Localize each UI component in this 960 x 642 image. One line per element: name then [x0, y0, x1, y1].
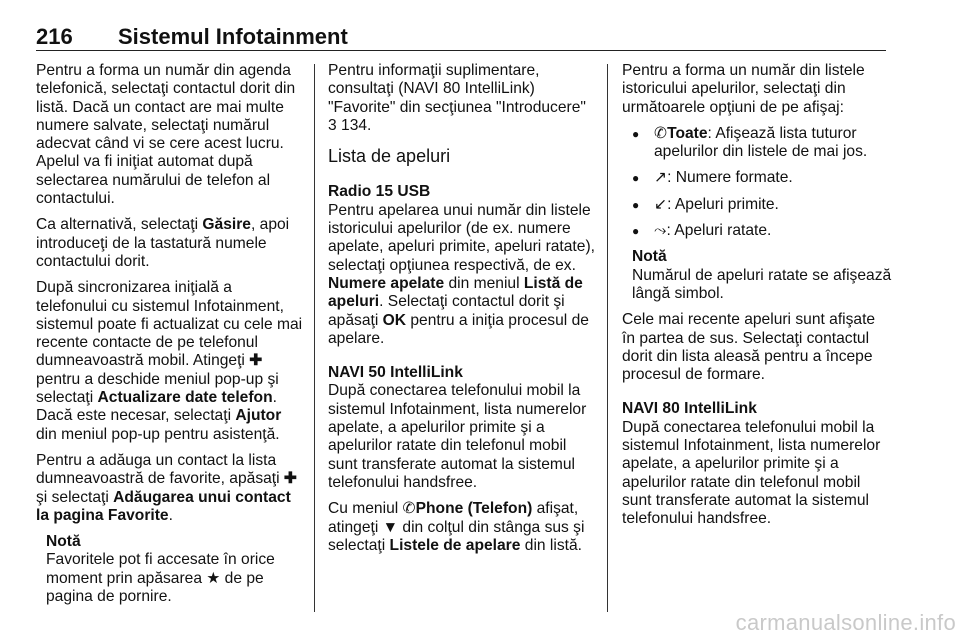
ok-label: OK: [382, 311, 407, 329]
phone-icon: ✆: [654, 124, 668, 142]
text: şi selectaţi: [36, 488, 114, 506]
text: După sincronizarea iniţială a telefonului cu sistemul Infotainment, sistemul poate fi actualizat cu cele mai recente contacte de pe telefonul dumneavoastră mobil. Atingeţi: [36, 279, 303, 370]
plus-icon: ✚: [283, 470, 297, 488]
triangle-down-icon: ▼: [382, 518, 399, 536]
radio-heading: Radio 15 USB: [328, 183, 431, 201]
text: .: [168, 506, 173, 524]
paragraph-search: [36, 216, 306, 271]
paragraph-radio: [328, 202, 598, 348]
add-favorite-label: Adăugarea unui contact la pagina Favorite: [36, 488, 291, 524]
navi50-heading: NAVI 50 IntelliLink: [328, 364, 463, 382]
call-list-heading: Lista de apeluri: [328, 146, 451, 167]
paragraph-call-history: Pentru a forma un număr din listele istoricului apelurilor, selectaţi din următoarele opţiuni de pe afişaj:: [622, 62, 865, 116]
section-title: Sistemul Infotainment: [118, 24, 348, 49]
paragraph-navi50-menu: [328, 500, 598, 555]
text: . Selectaţi contactul dorit şi apăsaţi: [328, 293, 565, 329]
all-label: Toate: [667, 124, 708, 142]
paragraph-phonebook: Pentru a forma un număr din agenda telefonică, selectaţi contactul dorit din listă. Dacă un contact are mai multe numere salvate, selectaţi numărul adecvat când vi se cere acest lucru. Apelul va fi iniţiat automat după selectarea numărului de telefon al contactului.: [36, 62, 296, 208]
list-item: [622, 169, 892, 187]
text: Cu meniul: [328, 500, 403, 518]
header-rule: [36, 50, 886, 51]
call-lists-label: Listele de apelare: [389, 536, 521, 554]
text: Pentru a adăuga un contact la lista dumneavoastră de favorite, apăsaţi: [36, 451, 284, 488]
help-label: Ajutor: [235, 407, 282, 425]
note-favorites: [46, 533, 306, 606]
missed-call-icon: ⤳: [654, 222, 667, 240]
column-1: [36, 62, 306, 614]
text: , apoi introduceţi de la tastatură numele contactului dorit.: [36, 216, 290, 270]
call-list-label: Listă de apeluri: [328, 274, 583, 311]
search-label: Găsire: [202, 216, 251, 234]
note-title: Notă: [632, 248, 667, 266]
list-item: [622, 196, 892, 214]
incoming-call-icon: ↙: [654, 195, 668, 213]
text: afişat, atingeţi: [328, 500, 579, 536]
phone-menu-label: Phone (Telefon): [415, 500, 533, 518]
page-header: [36, 24, 886, 50]
column-3: [622, 62, 892, 537]
text: : Afişează lista tuturor apelurilor din listele de mai jos.: [654, 124, 868, 161]
page-number: 216: [36, 24, 73, 49]
text: : Apeluri primite.: [667, 195, 779, 213]
paragraph-more-info: [328, 62, 598, 135]
paragraph-favorites: [36, 452, 306, 525]
text: : Numere formate.: [667, 169, 793, 187]
text: pentru a deschide meniul pop-up şi selectaţi: [36, 370, 279, 407]
text: pentru a iniţia procesul de apelare.: [328, 311, 589, 347]
text: . Dacă este necesar, selectaţi: [36, 389, 277, 425]
text: : Apeluri ratate.: [666, 222, 772, 240]
paragraph-sync: [36, 279, 306, 444]
call-type-list: [622, 125, 892, 240]
note-text: [46, 551, 306, 606]
list-item: [622, 125, 892, 162]
list-item: [622, 222, 892, 240]
column-divider-1: [314, 64, 315, 612]
text: din listă.: [520, 536, 582, 554]
paragraph-navi50-transfer: După conectarea telefonului mobil la sistemul Infotainment, lista numerelor apelate, a apelurilor primite şi a apelurilor ratate din telefonul mobil sunt transferate automat la sistemul telefonului handsfree.: [328, 382, 587, 491]
paragraph-navi80-transfer: După conectarea telefonului mobil la sistemul Infotainment, lista numerelor apelate, a apelurilor primite şi a apelurilor ratate din telefonul mobil sunt transferate automat la sistemul telefonului handsfree.: [622, 418, 881, 528]
column-divider-2: [607, 64, 608, 612]
star-icon: ★: [206, 569, 221, 587]
plus-icon: ✚: [249, 352, 263, 370]
note-text: Numărul de apeluri ratate se afişează lângă simbol.: [632, 266, 892, 302]
watermark: carmanualsonline.info: [735, 610, 956, 635]
note-missed: [632, 248, 892, 303]
note-title: Notă: [46, 533, 81, 551]
navi80-heading: NAVI 80 IntelliLink: [622, 400, 757, 418]
text: Pentru apelarea unui număr din listele istoricului apelurilor (de ex. numere apelate, apeluri primite, apeluri ratate), selectaţi opţiunea respectivă, de ex.: [328, 201, 595, 274]
outgoing-call-icon: ↗: [654, 169, 668, 187]
column-2: [328, 62, 598, 563]
update-phone-data-label: Actualizare date telefon: [97, 389, 273, 407]
text: 134.: [336, 116, 372, 134]
text: de pe pagina de pornire.: [46, 569, 264, 606]
page-ref-arrow-icon: 3: [328, 116, 337, 134]
text: Pentru informaţii suplimentare, consultaţi (NAVI 80 IntelliLink) "Favorite" din secţiunea "Introducere": [328, 62, 586, 116]
text: Ca alternativă, selectaţi: [36, 216, 203, 234]
phone-icon: ✆: [402, 500, 416, 518]
text: din meniul: [444, 274, 524, 292]
text: din meniul pop-up pentru asistenţă.: [36, 425, 280, 443]
text: Favoritele pot fi accesate în orice moment prin apăsarea: [46, 551, 275, 587]
dialed-numbers-label: Numere apelate: [328, 274, 445, 292]
paragraph-recent-calls: Cele mai recente apeluri sunt afişate în partea de sus. Selectaţi contactul dorit din lista aleasă pentru a începe procesul de formare.: [622, 311, 876, 384]
text: din colţul din stânga sus şi selectaţi: [328, 518, 585, 554]
